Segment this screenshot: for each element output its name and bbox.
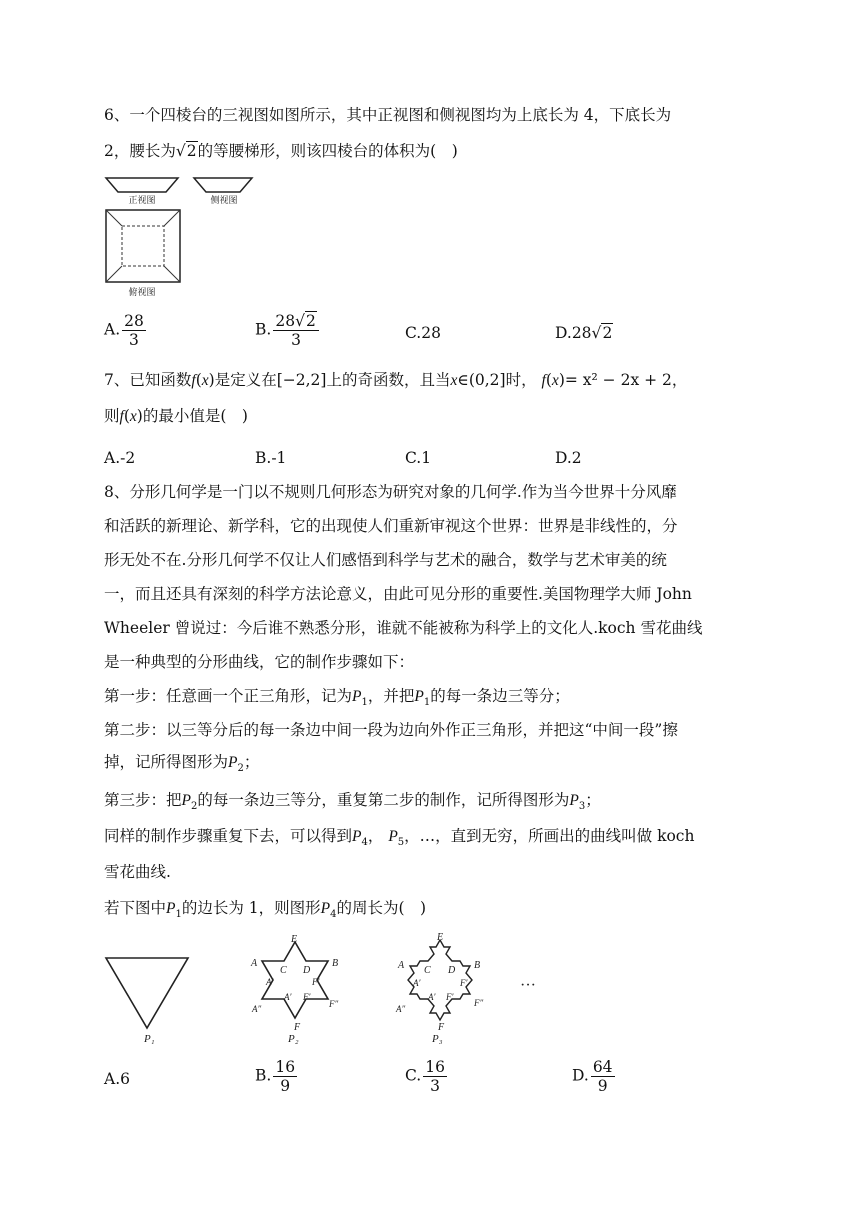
var-p: P	[320, 900, 331, 917]
q8-step-3	[104, 789, 601, 818]
subscript: 3	[578, 801, 586, 813]
q8-question	[104, 897, 426, 926]
q7-option-a[interactable]: A.-2	[104, 449, 136, 467]
p1-label: P₁	[144, 1033, 155, 1045]
var-p: P	[569, 792, 579, 809]
var-p: P	[352, 828, 362, 845]
var-p: P	[181, 792, 191, 809]
denominator: 9	[597, 1077, 608, 1095]
denominator: 3	[129, 331, 139, 349]
three-view-figure	[104, 172, 254, 300]
denominator: 3	[291, 331, 302, 349]
sqrt-value: 2	[602, 324, 613, 342]
subscript: 1	[361, 697, 368, 709]
q8-line-3: 形无处不在.分形几何学不仅让人们感悟到科学与艺术的融合，数学与艺术审美的统	[104, 551, 667, 569]
text: 第一步：任意画一个正三角形，记为	[104, 687, 353, 705]
p2-vertex-label: F′	[303, 992, 311, 1002]
q7-option-b[interactable]: B.-1	[255, 449, 287, 467]
text: 的每一条边三等分，重复第二步的制作，记所得图形为	[197, 791, 570, 809]
top-view-label: 俯视图	[128, 287, 156, 297]
koch-figure	[100, 930, 560, 1048]
p3-vertex-label: A′	[428, 992, 436, 1002]
subscript: 2	[237, 763, 244, 775]
q8-line-4: 一，而且还具有深刻的科学方法论意义，由此可见分形的重要性.美国物理学大师 John	[104, 585, 692, 603]
fraction	[273, 1058, 297, 1095]
numerator: 16	[425, 1058, 445, 1076]
p3-vertex-label: F	[438, 1022, 445, 1033]
q8-option-c[interactable]	[405, 1058, 449, 1095]
p3-vertex-label: F′	[460, 978, 468, 988]
q7-option-c[interactable]: C.1	[405, 449, 432, 467]
text: 掉，记所得图形为	[104, 753, 229, 771]
q7-line-2: 则f(x)的最小值是( )	[104, 407, 248, 425]
q6-option-d[interactable]	[555, 322, 613, 344]
text: 则	[104, 407, 120, 425]
q8-repeat-2: 雪花曲线.	[104, 863, 171, 881]
var-p: P	[228, 754, 238, 771]
p2-vertex-label: F′	[312, 977, 320, 987]
denominator: 9	[280, 1077, 291, 1095]
p2-vertex-label: F	[294, 1022, 301, 1033]
ellipsis: ···	[520, 977, 536, 994]
q6-option-a[interactable]	[104, 312, 148, 349]
option-label: B.	[255, 1066, 272, 1085]
q8-line-5: Wheeler 曾说过：今后谁不熟悉分形，谁就不能被称为科学上的文化人.koch 雪花曲线	[104, 619, 703, 637]
option-label: A.	[104, 320, 121, 339]
p2-vertex-label: F″	[329, 999, 339, 1009]
numerator: 16	[275, 1058, 296, 1076]
side-view-label: 侧视图	[210, 195, 238, 205]
front-view-label: 正视图	[128, 195, 156, 205]
numerator-value: 28	[275, 312, 296, 330]
fraction	[122, 312, 146, 349]
p3-vertex-label: E	[437, 932, 444, 943]
interval: (0,2]	[468, 371, 506, 389]
fraction	[423, 1058, 447, 1095]
p3-vertex-label: A	[398, 960, 405, 971]
p2-vertex-label: D	[303, 965, 311, 976]
p2-vertex-label: A	[251, 958, 258, 969]
text: 的周长为( )	[336, 899, 427, 917]
text: 7、已知函数	[104, 371, 192, 389]
option-value: 28	[571, 324, 592, 342]
subscript: 5	[397, 837, 405, 849]
subscript: 4	[361, 837, 368, 849]
var-x: x	[450, 372, 458, 389]
q8-step-2b	[104, 751, 259, 780]
option-label: D.	[555, 324, 572, 342]
text: 时，	[505, 371, 537, 389]
subscript: 1	[423, 697, 431, 709]
func-f: f	[541, 372, 546, 389]
p2-vertex-label: A′	[266, 977, 274, 987]
subscript: 4	[330, 909, 337, 921]
text: 的最小值是( )	[142, 407, 248, 425]
p3-vertex-label: B	[474, 960, 481, 971]
q6-line-2	[104, 140, 458, 162]
subscript: 2	[190, 801, 198, 813]
numerator	[273, 312, 319, 331]
q8-line-6: 是一种典型的分形曲线，它的制作步骤如下：	[104, 653, 415, 671]
subscript: 1	[175, 909, 182, 921]
q6-text-2: 的等腰梯形，则该四棱台的体积为( )	[197, 142, 458, 160]
text: ；	[243, 753, 260, 771]
sqrt: √2	[295, 312, 316, 330]
text: 的边长为 1，则图形	[181, 899, 321, 917]
p2-vertex-label: B	[332, 958, 339, 969]
q6-line-1: 6、一个四棱台的三视图如图所示，其中正视图和侧视图均为上底长为 4，下底长为	[104, 106, 672, 124]
q8-step-2a: 第二步：以三等分后的每一条边中间一段为边向外作正三角形，并把这“中间一段”擦	[104, 721, 678, 739]
q8-line-1: 8、分形几何学是一门以不规则几何形态为研究对象的几何学.作为当今世界十分风靡	[104, 483, 677, 501]
q8-step-1	[104, 685, 570, 714]
fraction	[273, 312, 319, 349]
q8-option-a[interactable]: A.6	[104, 1070, 130, 1088]
q6-sqrt: √2	[175, 142, 197, 160]
text: 上的奇函数，且当	[326, 371, 451, 389]
text: ，	[367, 827, 384, 845]
text: 的每一条边三等分；	[430, 687, 570, 705]
option-label: C.	[405, 1066, 422, 1085]
text: ，…，直到无穷，所画出的曲线叫做 koch	[404, 827, 695, 845]
interval: [−2,2]	[276, 371, 327, 389]
p1-triangle	[106, 958, 188, 1028]
q8-repeat-1	[104, 825, 694, 854]
p2-vertex-label: A′	[284, 992, 292, 1002]
var-p: P	[352, 688, 362, 705]
text: 同样的制作步骤重复下去，可以得到	[104, 827, 353, 845]
func-f: f	[191, 372, 196, 389]
q8-option-d[interactable]	[572, 1058, 617, 1095]
p3-vertex-label: A″	[396, 1004, 406, 1014]
q8-option-b[interactable]	[255, 1058, 299, 1095]
p2-vertex-label: A″	[252, 1004, 262, 1014]
fraction	[591, 1058, 615, 1095]
p3-vertex-label: F′	[446, 992, 454, 1002]
var-p: P	[166, 900, 176, 917]
text: ，并把	[367, 687, 415, 705]
q6-option-b[interactable]	[255, 312, 321, 349]
denominator: 3	[430, 1077, 441, 1095]
p3-vertex-label: D	[448, 965, 456, 976]
p2-vertex-label: E	[291, 934, 298, 945]
var-x: x	[551, 372, 559, 389]
q7-option-d[interactable]: D.2	[555, 449, 582, 467]
formula: = x² − 2x + 2，	[564, 371, 688, 389]
sqrt: √2	[591, 324, 613, 342]
q6-option-c[interactable]: C.28	[405, 324, 441, 342]
text: ；	[585, 791, 601, 809]
q6-sqrt-value: 2	[186, 142, 197, 160]
p3-vertex-label: C	[424, 965, 431, 976]
text: 是定义在	[214, 371, 277, 389]
p3-label: P₃	[432, 1033, 443, 1045]
p3-vertex-label: A′	[413, 978, 421, 988]
option-label: B.	[255, 320, 272, 339]
p2-label: P₂	[288, 1033, 299, 1045]
sqrt-value: 2	[305, 312, 316, 330]
var-p: P	[388, 828, 398, 845]
numerator: 64	[592, 1058, 613, 1076]
option-label: D.	[572, 1066, 589, 1085]
var-p: P	[414, 688, 424, 705]
element-of: ∈	[457, 371, 469, 389]
numerator: 28	[124, 312, 144, 330]
q6-text: 2，腰长为	[104, 142, 176, 160]
text: 若下图中	[104, 899, 167, 917]
p2-vertex-label: C	[280, 965, 287, 976]
q7-line-1: 7、已知函数f(x)是定义在[−2,2]上的奇函数，且当x∈(0,2]时， f(x)= x² − 2x + 2，	[104, 371, 688, 389]
p3-vertex-label: F″	[474, 998, 484, 1008]
q8-line-2: 和活跃的新理论、新学科，它的出现使人们重新审视这个世界：世界是非线性的，分	[104, 517, 678, 535]
func-f: f	[119, 408, 124, 425]
var-x: x	[201, 372, 209, 389]
text: 第三步：把	[104, 791, 182, 809]
var-x: x	[129, 408, 137, 425]
